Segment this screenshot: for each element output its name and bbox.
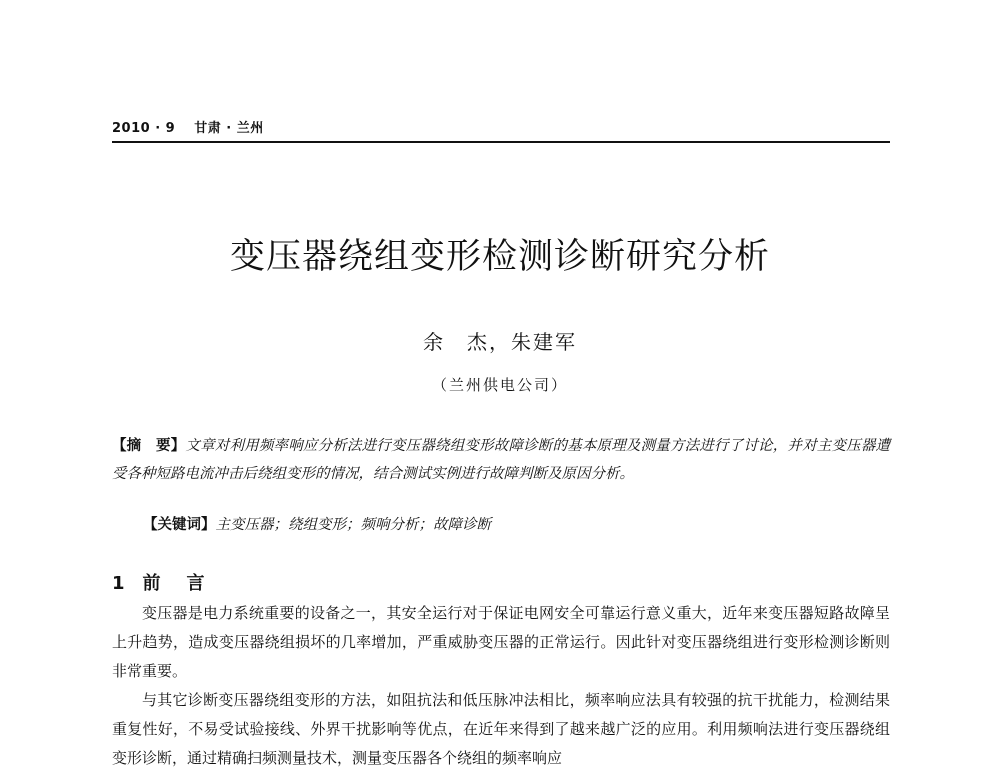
affiliation: （兰州供电公司） [431,376,568,394]
running-header [112,117,264,136]
authors: 余 杰，朱建军 [423,330,577,354]
section-heading [112,569,209,595]
journal-location: 甘肃 · 兰州 [194,121,264,136]
keywords [143,511,890,539]
paper-title: 变压器绕组变形检测诊断研究分析 [229,237,770,277]
abstract-text: 文章对利用频率响应分析法进行变压器绕组变形故障诊断的基本原理及测量方法进行了讨论，并对主变压器遭受各种短路电流冲击后绕组变形的情况，结合测试实例进行故障判断及原因分析。 [112,438,891,482]
issue-date: 2010 · 9 [112,121,176,136]
abstract-label: 【摘 要】 [112,437,186,454]
keywords-label: 【关键词】 [143,516,216,533]
keywords-text: 主变压器；绕组变形；频响分析；故障诊断 [215,517,491,533]
paragraph: 变压器是电力系统重要的设备之一，其安全运行对于保证电网安全可靠运行意义重大，近年来变压器短路故障呈上升趋势，造成变压器绕组损坏的几率增加，严重威胁变压器的正常运行。因此针对变压器绕组进行变形检测诊断则非常重要。 [112,604,890,680]
section-number: 1 [112,573,129,594]
section-title: 前 言 [142,573,209,594]
abstract [112,432,890,488]
body-text [112,599,890,773]
header-rule [112,141,890,143]
paragraph: 与其它诊断变压器绕组变形的方法，如阻抗法和低压脉冲法相比，频率响应法具有较强的抗干扰能力，检测结果重复性好，不易受试验接线、外界干扰影响等优点，在近年来得到了越来越广泛的应用。利用频响法进行变压器绕组变形诊断，通过精确扫频测量技术，测量变压器各个绕组的频率响应 [112,691,890,767]
